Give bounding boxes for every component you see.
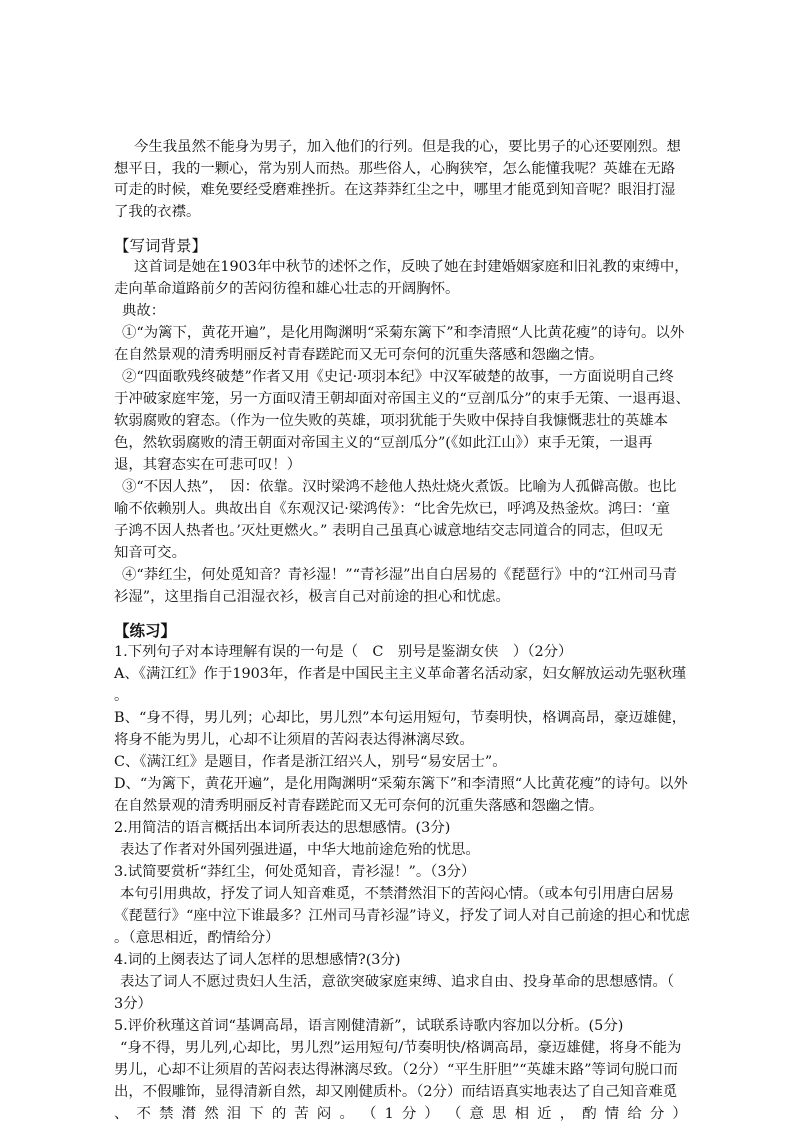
allusion-3-line-4: 知音可交。	[114, 545, 186, 561]
allusion-2-line-4: 色，然软弱腐败的清王朝面对帝国主义的“豆剖瓜分”(《如此江山》）束手无策，一退再	[114, 435, 653, 451]
answer-3-line-3: 。（意思相近，酌情给分）	[114, 930, 280, 946]
allusion-2-line-5: 退，其窘态实在可悲可叹！）	[114, 457, 302, 473]
translation-line-1: 今生我虽然不能身为男子，加入他们的行列。但是我的心，要比男子的心还要刚烈。想	[134, 139, 681, 155]
option-a-line-2: 。	[114, 688, 129, 704]
translation-line-2: 想平日，我的一颗心，常为别人而热。那些俗人，心胸狭窄，怎么能懂我呢？英雄在无路	[114, 161, 676, 177]
question-3: 3.试简要赏析“莽红尘，何处觅知音，青衫湿！”。（3分）	[114, 864, 476, 880]
allusion-4-line-1: ④“莽红尘，何处觅知音？青衫湿！”“青衫湿”出自白居易的《琵琶行》中的“江州司马青	[122, 567, 677, 583]
allusion-3-line-3: 子鸿不因人热者也。’灭灶更燃火。” 表明自己虽真心诚意地结交志同道合的同志，但叹无	[114, 523, 663, 539]
option-b-line-1: B、“身不得，男儿列；心却比，男儿烈”本句运用短句，节奏明快，格调高昂，豪迈雄健，	[114, 710, 687, 726]
allusion-1-line-1: ①“为篱下，黄花开遍”，是化用陶渊明“采菊东篱下”和李清照“人比黄花瘦”的诗句。以外	[122, 325, 685, 341]
translation-line-4: 了我的衣襟。	[114, 204, 201, 220]
option-d-line-1: D、“为篱下，黄花开遍”，是化用陶渊明“采菊东篱下”和李清照“人比黄花瘦”的诗句。以外	[114, 776, 688, 792]
question-1: 1.下列句子对本诗理解有误的一句是（ C 别号是鉴湖女侠 ）（2分）	[114, 644, 573, 660]
question-4: 4.词的上阕表达了词人怎样的思想感情?(3分)	[114, 952, 401, 968]
option-a-line-1: A、《满江红》作于1903年，作者是中国民主主义革命著名活动家，妇女解放运动先驱秋瑾	[114, 666, 687, 682]
option-b-line-2: 将身不能为男儿，心却不让须眉的苦闷表达得淋漓尽致。	[114, 732, 474, 748]
answer-2: 表达了作者对外国列强进逼，中华大地前途危殆的忧思。	[120, 842, 480, 858]
option-d-line-2: 在自然景观的清秀明丽反衬青春蹉跎而又无可奈何的沉重失落感和怨幽之情。	[114, 798, 604, 814]
answer-5-line-1: “身不得，男儿列,心却比，男儿烈”运用短句/节奏明快/格调高昂，豪迈雄健，将身不能为	[120, 1040, 682, 1056]
allusion-3-line-2: 喻不依赖别人。典故出自《东观汉记·梁鸿传》：“比舍先炊已，呼鸿及热釜炊。鸿曰：‘童	[114, 501, 671, 517]
allusion-1-line-2: 在自然景观的清秀明丽反衬青春蹉跎而又无可奈何的沉重失落感和怨幽之情。	[114, 347, 604, 363]
answer-4-line-1: 表达了词人不愿过贵妇人生活，意欲突破家庭束缚、追求自由、投身革命的思想感情。（	[120, 974, 675, 990]
answer-3-line-1: 本句引用典故，抒发了词人知音难觅，不禁潸然泪下的苦闷心情。（或本句引用唐白居易	[120, 886, 675, 902]
exercise-heading: 【练习】	[114, 621, 177, 640]
background-heading: 【写词背景】	[114, 237, 208, 255]
background-line-1: 这首词是她在1903年中秋节的述怀之作，反映了她在封建婚姻家庭和旧礼教的束缚中，	[134, 259, 689, 275]
allusion-2-line-3: 软弱腐败的窘态。（作为一位失败的英雄，项羽犹能于失败中保持自我慷慨悲壮的英雄本	[114, 413, 669, 429]
allusion-4-line-2: 衫湿”，这里指自己泪湿衣衫，极言自己对前途的担心和忧虑。	[114, 589, 510, 605]
translation-line-3: 可走的时候，难免要经受磨难挫折。在这莽莽红尘之中，哪里才能觅到知音呢？眼泪打湿	[114, 182, 676, 198]
allusions-label: 典故：	[122, 303, 166, 319]
allusion-2-line-2: 于冲破家庭牢笼，另一方面叹清王朝却面对帝国主义的“豆剖瓜分”的束手无策、一退再退、	[114, 391, 690, 407]
question-5: 5.评价秋瑾这首词“基调高昂，语言刚健清新”，试联系诗歌内容加以分析。(5分)	[114, 1018, 624, 1034]
allusion-2-line-1: ②“四面歌残终破楚”作者又用《史记·项羽本纪》中汉军破楚的故事，一方面说明自己终	[122, 369, 674, 385]
answer-3-line-2: 《琵琶行》“座中泣下谁最多？江州司马青衫湿”诗义，抒发了词人对自己前途的担心和忧虑	[114, 908, 690, 924]
answer-4-line-2: 3分）	[114, 996, 152, 1012]
answer-5-line-2: 男儿，心却不让须眉的苦闷表达得淋漓尽致。（2分）“平生肝胆”“英雄末路”等词句脱口而	[114, 1062, 678, 1078]
question-2: 2.用简洁的语言概括出本词所表达的思想感情。(3分)	[114, 820, 451, 836]
allusion-3-line-1: ③“不因人热”， 因：依靠。汉时梁鸿不趁他人热灶烧火煮饭。比喻为人孤僻高傲。也比	[122, 479, 677, 495]
answer-5-line-4: 、 不 禁 潸 然 泪 下 的 苦 闷 。 （ 1 分 ） （ 意 思 相 近 ， 酌 情 给 分 ）	[114, 1106, 687, 1122]
option-c: C、《满江红》是题目，作者是浙江绍兴人，别号“易安居士”。	[114, 754, 507, 770]
answer-5-line-3: 出，不假雕饰，显得清新自然，却又刚健质朴。（2分）而结语真实地表达了自己知音难觅	[114, 1084, 678, 1100]
background-line-2: 走向革命道路前夕的苦闷彷徨和雄心壮志的开阔胸怀。	[114, 281, 460, 297]
